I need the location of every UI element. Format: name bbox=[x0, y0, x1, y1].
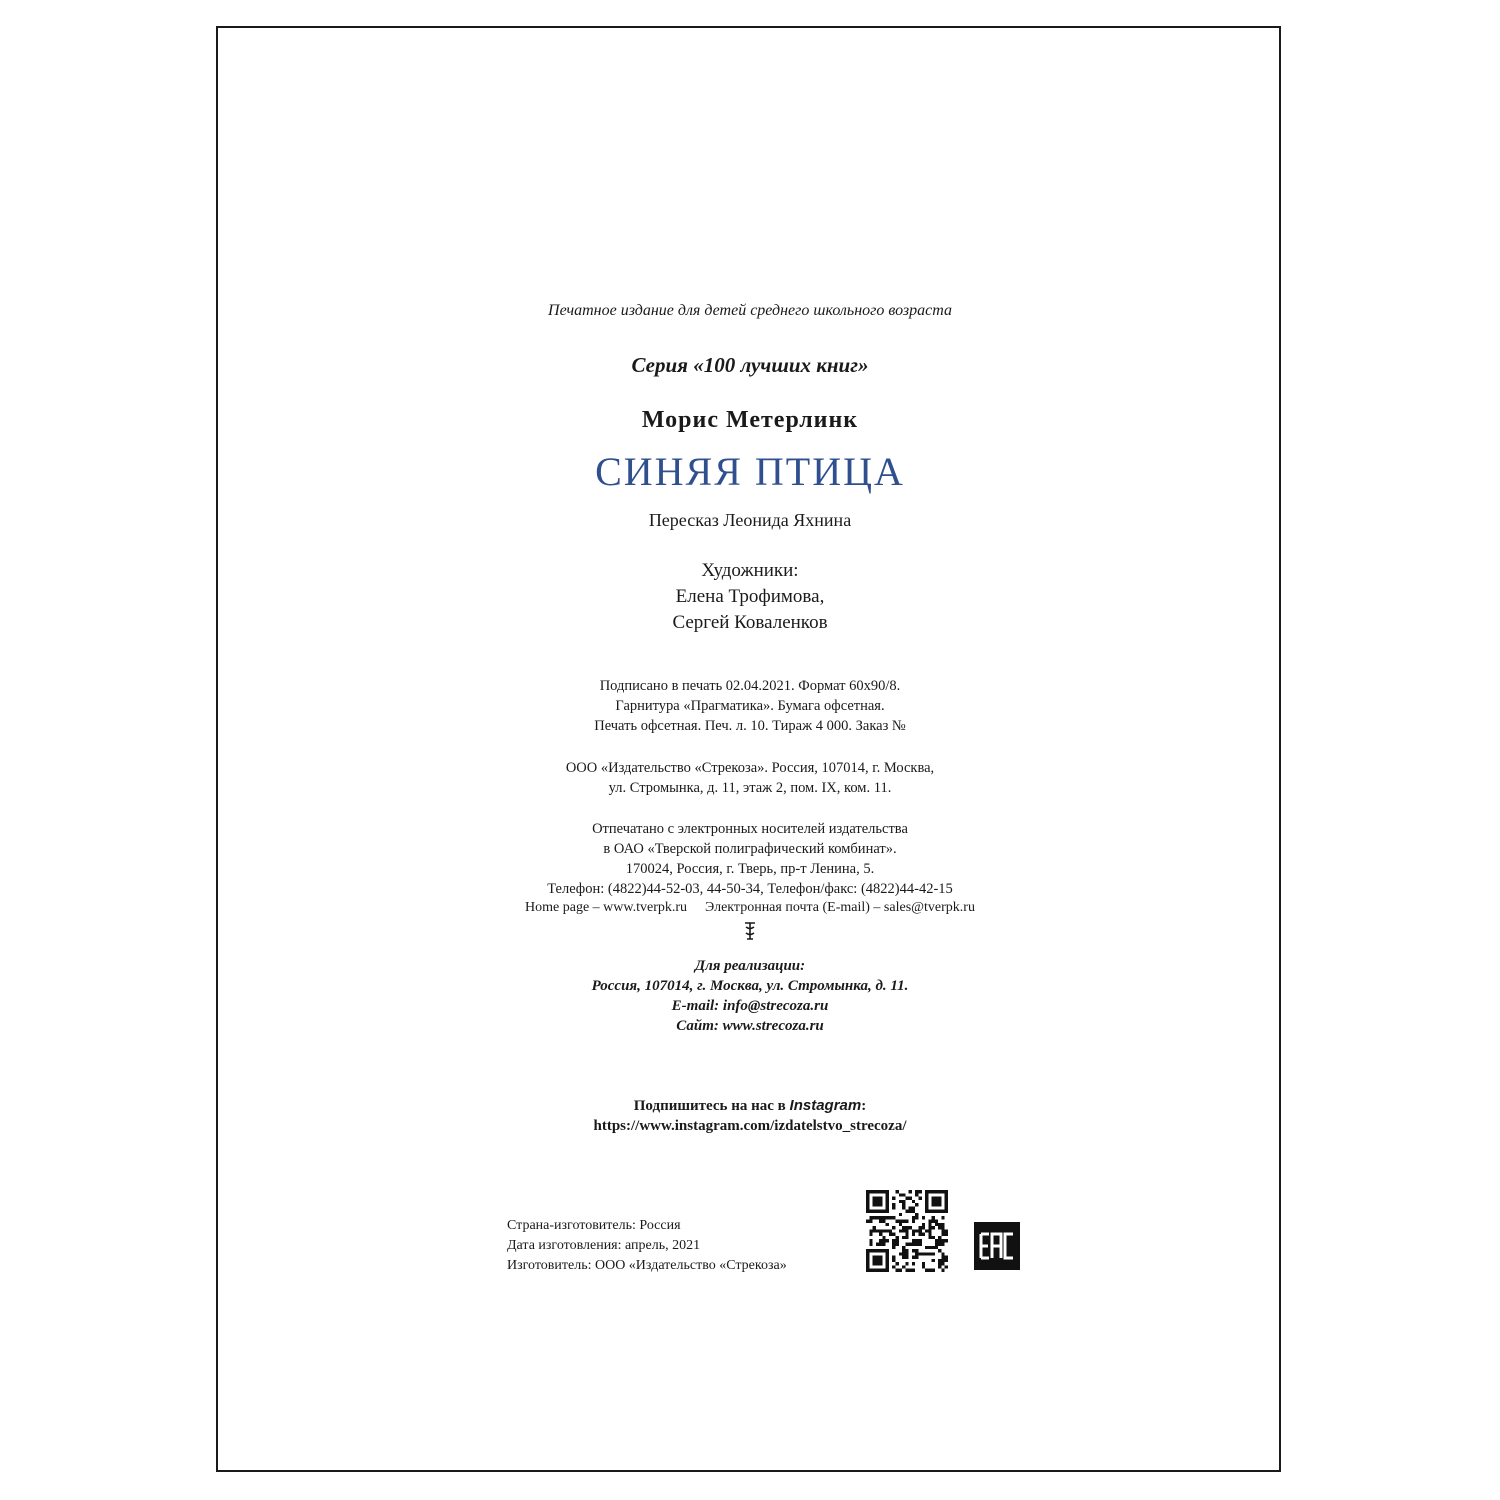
printer-web-line bbox=[0, 900, 1500, 916]
print-details-line: Печать офсетная. Печ. л. 10. Тираж 4 000. Заказ № bbox=[594, 718, 906, 734]
printer-homepage: Home page – www.tverpk.ru bbox=[525, 900, 688, 915]
printer-logo-icon bbox=[0, 921, 1500, 946]
instagram-url[interactable]: https://www.instagram.com/izdatelstvo_strecoza/ bbox=[593, 1118, 907, 1134]
sales-line: E-mail: info@strecoza.ru bbox=[671, 998, 829, 1014]
manufacturing-block bbox=[507, 1216, 787, 1276]
publisher-line: ул. Стромынка, д. 11, этаж 2, пом. IX, ком. 11. bbox=[608, 780, 892, 796]
artists-heading: Художники: bbox=[701, 560, 799, 581]
printer-line: Отпечатано с электронных носителей издательства bbox=[592, 821, 908, 837]
instagram-block bbox=[0, 1096, 1500, 1136]
printer-line: Телефон: (4822)44-52-03, 44-50-34, Телефон/факс: (4822)44-42-15 bbox=[547, 881, 953, 897]
author-name: Морис Метерлинк bbox=[641, 407, 859, 433]
instagram-brand: Instagram bbox=[789, 1097, 862, 1114]
eac-mark-icon bbox=[974, 1222, 1020, 1270]
audience-line: Печатное издание для детей среднего школьного возраста bbox=[548, 302, 952, 319]
publisher-block bbox=[0, 758, 1500, 798]
print-details-line: Подписано в печать 02.04.2021. Формат 60x90/8. bbox=[599, 678, 901, 694]
artists-block bbox=[0, 558, 1500, 636]
manufacturing-line: Дата изготовления: апрель, 2021 bbox=[507, 1238, 701, 1253]
sales-line: Россия, 107014, г. Москва, ул. Стромынка, д. 11. bbox=[591, 978, 909, 994]
artist-name: Елена Трофимова, bbox=[675, 586, 825, 607]
series-line: Серия «100 лучших книг» bbox=[631, 353, 869, 377]
manufacturing-line: Страна-изготовитель: Россия bbox=[507, 1218, 681, 1233]
manufacturing-line: Изготовитель: ООО «Издательство «Стрекоза» bbox=[507, 1258, 787, 1273]
sales-block bbox=[0, 956, 1500, 1036]
printer-line: в ОАО «Тверской полиграфический комбинат». bbox=[603, 841, 897, 857]
print-details-block bbox=[0, 676, 1500, 736]
instagram-invite: Подпишитесь на нас в Instagram: bbox=[633, 1097, 867, 1114]
printer-line: 170024, Россия, г. Тверь, пр-т Ленина, 5. bbox=[625, 861, 875, 877]
publisher-line: ООО «Издательство «Стрекоза». Россия, 107014, г. Москва, bbox=[565, 760, 935, 776]
printer-email: Электронная почта (E-mail) – sales@tverpk.ru bbox=[705, 900, 975, 915]
print-details-line: Гарнитура «Прагматика». Бумага офсетная. bbox=[615, 698, 885, 714]
sales-line: Для реализации: bbox=[694, 958, 806, 974]
qr-code-icon bbox=[866, 1190, 948, 1272]
book-title: СИНЯЯ ПТИЦА bbox=[595, 449, 905, 494]
artist-name: Сергей Коваленков bbox=[672, 612, 828, 633]
retelling-credit: Пересказ Леонида Яхнина bbox=[648, 510, 852, 530]
printer-block bbox=[0, 819, 1500, 899]
sales-line: Сайт: www.strecoza.ru bbox=[676, 1018, 824, 1034]
